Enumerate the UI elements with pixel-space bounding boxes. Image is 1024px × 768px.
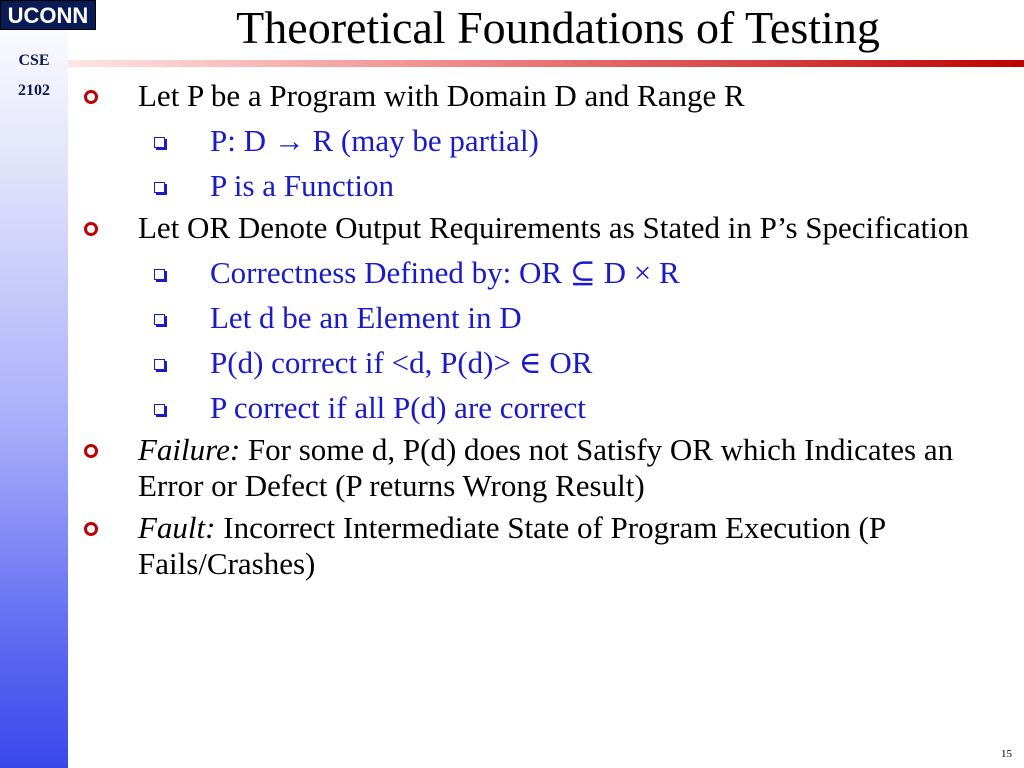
- sub-bullet-text: P: D → R (may be partial): [210, 123, 539, 158]
- bullet-item: [76, 210, 1016, 246]
- circle-bullet-icon: [84, 522, 98, 536]
- course-code: CSE: [18, 52, 50, 69]
- circle-bullet-icon: [84, 444, 98, 458]
- circle-bullet-icon: [84, 222, 98, 236]
- sub-bullet-item: [76, 345, 1016, 381]
- bullet-item: [76, 78, 1016, 114]
- bullet-text: Let P be a Program with Domain D and Range R: [138, 78, 745, 113]
- sub-bullet-item: [76, 123, 1016, 159]
- bullet-item: [76, 510, 1016, 582]
- bullet-item: [76, 432, 1016, 504]
- square-bullet-icon: [154, 137, 165, 148]
- sub-bullet-text: P(d) correct if <d, P(d)> ∈ OR: [210, 345, 593, 380]
- page-number: 15: [1001, 748, 1012, 760]
- title-divider: [68, 60, 1024, 67]
- bullet-text: Incorrect Intermediate State of Program Execution (P Fails/Crashes): [138, 510, 885, 581]
- bullet-text: For some d, P(d) does not Satisfy OR which Indicates an Error or Defect (P returns Wrong Result): [138, 432, 954, 503]
- square-bullet-icon: [154, 314, 165, 325]
- sub-bullet-item: [76, 390, 1016, 426]
- sub-bullet-text: Let d be an Element in D: [210, 300, 522, 335]
- sidebar-gradient: [0, 0, 68, 768]
- square-bullet-icon: [154, 182, 165, 193]
- bullet-term: Failure:: [138, 432, 241, 467]
- sub-bullet-item: [76, 300, 1016, 336]
- square-bullet-icon: [154, 359, 165, 370]
- bullet-term: Fault:: [138, 510, 216, 545]
- slide-content: [76, 72, 1016, 582]
- circle-bullet-icon: [84, 90, 98, 104]
- slide-title: Theoretical Foundations of Testing: [236, 2, 880, 53]
- sub-bullet-item: [76, 168, 1016, 204]
- sub-bullet-text: Correctness Defined by: OR ⊆ D × R: [210, 255, 680, 290]
- sub-bullet-text: P is a Function: [210, 168, 395, 203]
- square-bullet-icon: [154, 269, 165, 280]
- sub-bullet-item: [76, 255, 1016, 291]
- square-bullet-icon: [154, 404, 165, 415]
- sub-bullet-text: P correct if all P(d) are correct: [210, 390, 586, 425]
- uconn-logo: UCONN: [0, 0, 96, 30]
- bullet-text: Let OR Denote Output Requirements as Stated in P’s Specification: [138, 210, 969, 245]
- course-number: 2102: [18, 82, 50, 99]
